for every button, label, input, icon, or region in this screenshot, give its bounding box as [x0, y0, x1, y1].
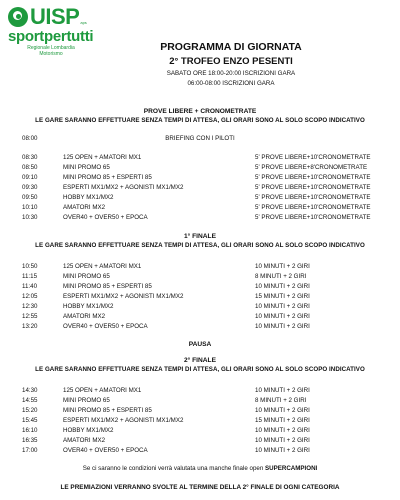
row-class: OVER40 + OVER50 + EPOCA — [63, 447, 148, 454]
row-class: ESPERTI MX1/MX2 + AGONISTI MX1/MX2 — [63, 184, 184, 191]
row-format: 5' PROVE LIBERE+10'CRONOMETRATE — [255, 194, 371, 201]
schedule-row — [0, 312, 400, 321]
section-title: PROVE LIBERE + CRONOMETRATE — [143, 108, 257, 115]
row-time: 16:10 — [22, 427, 38, 434]
row-class: 125 OPEN + AMATORI MX1 — [63, 387, 142, 394]
logo-discipline: Motorismo — [39, 51, 63, 57]
row-time: 11:15 — [22, 273, 38, 280]
schedule-row — [0, 302, 400, 311]
row-format: 10 MINUTI + 2 GIRI — [255, 283, 310, 290]
row-class: MINI PROMO 65 — [63, 397, 110, 404]
row-class: AMATORI MX2 — [63, 313, 106, 320]
row-format: 10 MINUTI + 2 GIRI — [255, 407, 310, 414]
event-title: 2° TROFEO ENZO PESENTI — [169, 56, 293, 67]
row-format: 5' PROVE LIBERE+10'CRONOMETRATE — [255, 154, 371, 161]
schedule-row — [0, 173, 400, 182]
schedule-row — [0, 262, 400, 271]
row-time: 09:10 — [22, 174, 38, 181]
section-note: LE GARE SARANNO EFFETTUARE SENZA TEMPI DI ATTESA, GLI ORARI SONO AL SOLO SCOPO INDICATIVO — [35, 117, 365, 124]
row-format: 10 MINUTI + 2 GIRI — [255, 303, 310, 310]
footnote-text: Se ci saranno le condizioni verrà valutata una manche finale open — [82, 465, 266, 472]
row-format: 5' PROVE LIBERE+10'CRONOMETRATE — [255, 204, 371, 211]
row-time: 11:40 — [22, 283, 38, 290]
registration-line-2: 06:00-08:00 ISCRIZIONI GARA — [187, 80, 275, 87]
schedule-row — [0, 272, 400, 281]
row-format: 10 MINUTI + 2 GIRI — [255, 263, 310, 270]
schedule-row — [0, 446, 400, 455]
row-time: 17:00 — [22, 447, 38, 454]
uisp-logo — [8, 6, 100, 66]
row-time: 09:30 — [22, 184, 38, 191]
schedule-row — [0, 193, 400, 202]
row-time: 13:20 — [22, 323, 38, 330]
row-time: 16:35 — [22, 437, 38, 444]
row-class: OVER40 + OVER50 + EPOCA — [63, 323, 148, 330]
row-format: 10 MINUTI + 2 GIRI — [255, 447, 310, 454]
schedule-row — [0, 134, 400, 143]
row-format: 5' PROVE LIBERE+8'CRONOMETRATE — [255, 164, 368, 171]
row-time: 08:30 — [22, 154, 38, 161]
logo-tagline: sportpertutti — [8, 28, 94, 45]
page-title: PROGRAMMA DI GIORNATA — [160, 41, 302, 53]
row-time: 10:50 — [22, 263, 38, 270]
row-time: 14:30 — [22, 387, 38, 394]
row-format: 5' PROVE LIBERE+10'CRONOMETRATE — [255, 174, 371, 181]
row-time: 10:30 — [22, 214, 38, 221]
section-title: 2° FINALE — [184, 357, 216, 364]
row-class: MINI PROMO 85 + ESPERTI 85 — [63, 407, 152, 414]
schedule-row — [0, 406, 400, 415]
row-class: MINI PROMO 65 — [63, 273, 110, 280]
row-class: HOBBY MX1/MX2 — [63, 194, 114, 201]
schedule-row — [0, 213, 400, 222]
uisp-emblem-icon — [8, 7, 28, 27]
row-time: 14:55 — [22, 397, 38, 404]
section-note: LE GARE SARANNO EFFETTUARE SENZA TEMPI DI ATTESA, GLI ORARI SONO AL SOLO SCOPO INDICATIVO — [35, 242, 365, 249]
footnote-highlight: SUPERCAMPIONI — [265, 465, 318, 472]
logo-region: Regionale Lombardia — [27, 45, 75, 51]
row-class: HOBBY MX1/MX2 — [63, 427, 114, 434]
row-time: 08:00 — [22, 135, 38, 142]
row-format: 5' PROVE LIBERE+10'CRONOMETRATE — [255, 214, 371, 221]
schedule-row — [0, 386, 400, 395]
row-class: AMATORI MX2 — [63, 437, 106, 444]
row-class: ESPERTI MX1/MX2 + AGONISTI MX1/MX2 — [63, 293, 184, 300]
row-time: 15:20 — [22, 407, 38, 414]
schedule-row — [0, 183, 400, 192]
row-format: 8 MINUTI + 2 GIRI — [255, 273, 307, 280]
supercampioni-note — [0, 465, 400, 472]
row-format: 15 MINUTI + 2 GIRI — [255, 417, 310, 424]
row-time: 12:55 — [22, 313, 38, 320]
schedule-row — [0, 322, 400, 331]
logo-brand: UISP — [30, 4, 80, 29]
row-format: 5' PROVE LIBERE+10'CRONOMETRATE — [255, 184, 371, 191]
row-class: MINI PROMO 65 — [63, 164, 110, 171]
schedule-row — [0, 163, 400, 172]
row-time: 12:30 — [22, 303, 38, 310]
schedule-row — [0, 153, 400, 162]
row-format: 10 MINUTI + 2 GIRI — [255, 427, 310, 434]
row-format: 10 MINUTI + 2 GIRI — [255, 323, 310, 330]
row-class: MINI PROMO 85 + ESPERTI 85 — [63, 283, 152, 290]
awards-note: LE PREMIAZIONI VERRANNO SVOLTE AL TERMINE DELLA 2° FINALE DI OGNI CATEGORIA — [60, 484, 340, 491]
row-class: 125 OPEN + AMATORI MX1 — [63, 263, 142, 270]
row-format: 10 MINUTI + 2 GIRI — [255, 313, 310, 320]
row-time: 10:10 — [22, 204, 38, 211]
row-format: BRIEFING CON I PILOTI — [165, 135, 235, 142]
section-title: 1° FINALE — [184, 233, 216, 240]
row-class: HOBBY MX1/MX2 — [63, 303, 114, 310]
schedule-row — [0, 416, 400, 425]
row-format: 8 MINUTI + 2 GIRI — [255, 397, 307, 404]
section-note: LE GARE SARANNO EFFETTUARE SENZA TEMPI DI ATTESA, GLI ORARI SONO AL SOLO SCOPO INDICATIVO — [35, 366, 365, 373]
schedule-row — [0, 436, 400, 445]
logo-aps: aps — [80, 20, 87, 25]
row-format: 15 MINUTI + 2 GIRI — [255, 293, 310, 300]
schedule-row — [0, 396, 400, 405]
row-time: 12:05 — [22, 293, 38, 300]
row-time: 15:45 — [22, 417, 38, 424]
row-class: 125 OPEN + AMATORI MX1 — [63, 154, 142, 161]
row-time: 08:50 — [22, 164, 38, 171]
row-format: 10 MINUTI + 2 GIRI — [255, 387, 310, 394]
row-class: ESPERTI MX1/MX2 + AGONISTI MX1/MX2 — [63, 417, 184, 424]
schedule-row — [0, 282, 400, 291]
row-format: 10 MINUTI + 2 GIRI — [255, 437, 310, 444]
logo-top-row — [8, 6, 100, 28]
row-class: MINI PROMO 85 + ESPERTI 85 — [63, 174, 152, 181]
row-time: 09:50 — [22, 194, 38, 201]
row-class: OVER40 + OVER50 + EPOCA — [63, 214, 148, 221]
schedule-row — [0, 203, 400, 212]
schedule-row — [0, 426, 400, 435]
pause-label: PAUSA — [188, 341, 212, 348]
registration-line-1: SABATO ORE 18:00-20:00 ISCRIZIONI GARA — [166, 70, 296, 77]
schedule-row — [0, 292, 400, 301]
row-class: AMATORI MX2 — [63, 204, 106, 211]
